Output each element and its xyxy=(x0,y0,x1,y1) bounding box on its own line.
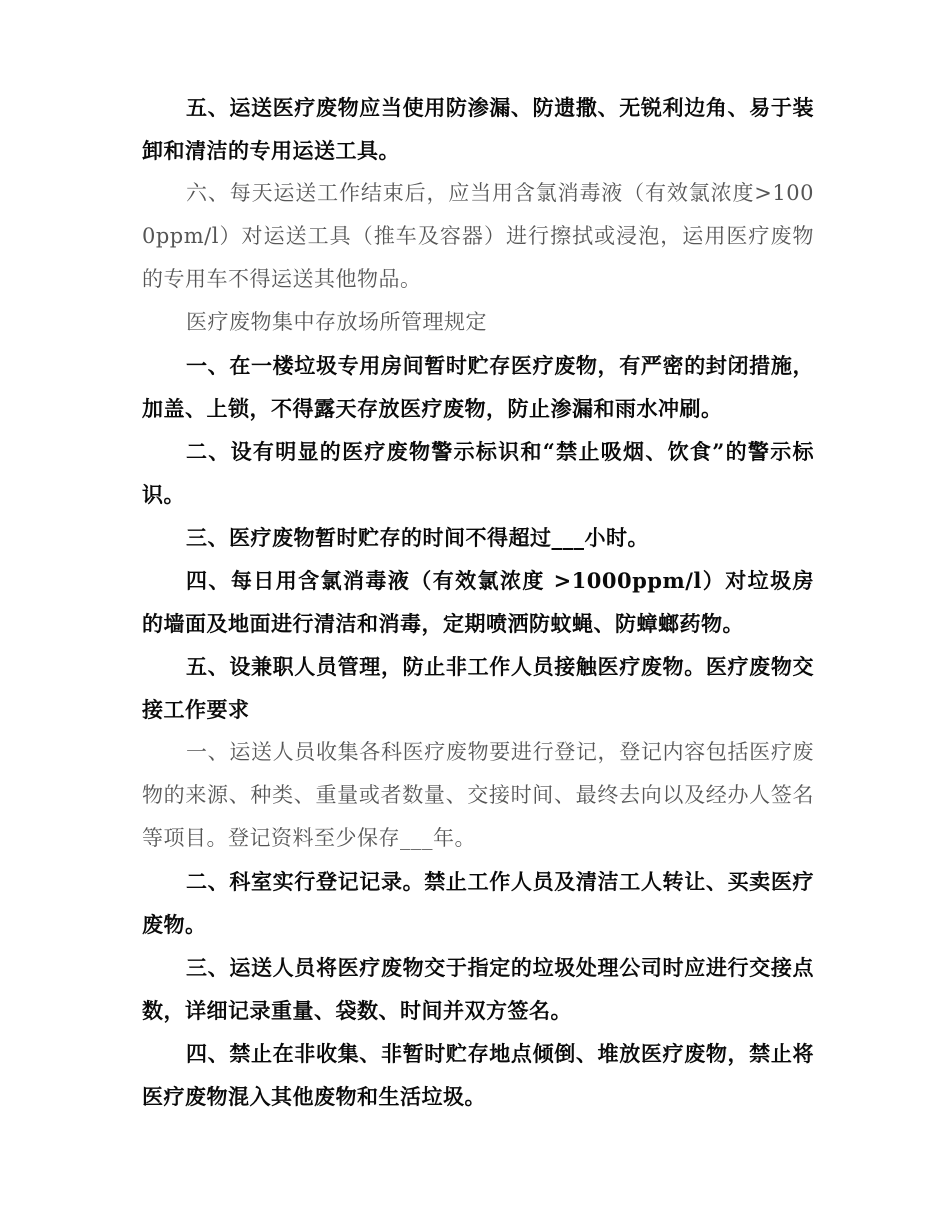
paragraph-collection-registration: 一、运送人员收集各科医疗废物要进行登记，登记内容包括医疗废物的来源、种类、重量或者数量、交接时间、最终去向以及经办人签名等项目。登记资料至少保存___年。 xyxy=(142,740,814,850)
paragraph-storage-time: 三、医疗废物暂时贮存的时间不得超过___小时。 xyxy=(186,525,649,550)
paragraph-room-cleaning: 四、每日用含氯消毒液（有效氯浓度 >1000ppm/l）对垃圾房的墙面及地面进行清洁和消毒，定期喷洒防蚊蝇、防蟑螂药物。 xyxy=(142,568,814,636)
paragraph-department-records: 二、科室实行登记记录。禁止工作人员及清洁工人转让、买卖医疗废物。 xyxy=(142,869,814,937)
section-heading-storage-rules: 医疗废物集中存放场所管理规定 xyxy=(186,310,487,334)
paragraph-handover-counting: 三、运送人员将医疗废物交于指定的垃圾处理公司时应进行交接点数，详细记录重量、袋数、时间并双方签名。 xyxy=(142,955,814,1023)
paragraph-staff-management: 五、设兼职人员管理，防止非工作人员接触医疗废物。医疗废物交接工作要求 xyxy=(142,654,814,722)
paragraph-storage-room: 一、在一楼垃圾专用房间暂时贮存医疗废物，有严密的封闭措施，加盖、上锁，不得露天存放医疗废物，防止渗漏和雨水冲刷。 xyxy=(142,353,814,421)
paragraph-daily-disinfection: 六、每天运送工作结束后，应当用含氯消毒液（有效氯浓度>1000ppm/l）对运送工具（推车及容器）进行擦拭或浸泡，运用医疗废物的专用车不得运送其他物品。 xyxy=(142,181,814,291)
paragraph-transport-tools: 五、运送医疗废物应当使用防渗漏、防遗撒、无锐利边角、易于装卸和清洁的专用运送工具。 xyxy=(142,95,814,163)
paragraph-warning-signs: 二、设有明显的医疗废物警示标识和“禁止吸烟、饮食”的警示标识。 xyxy=(142,439,814,507)
paragraph-dumping-prohibition: 四、禁止在非收集、非暂时贮存地点倾倒、堆放医疗废物，禁止将医疗废物混入其他废物和生活垃圾。 xyxy=(142,1041,814,1109)
